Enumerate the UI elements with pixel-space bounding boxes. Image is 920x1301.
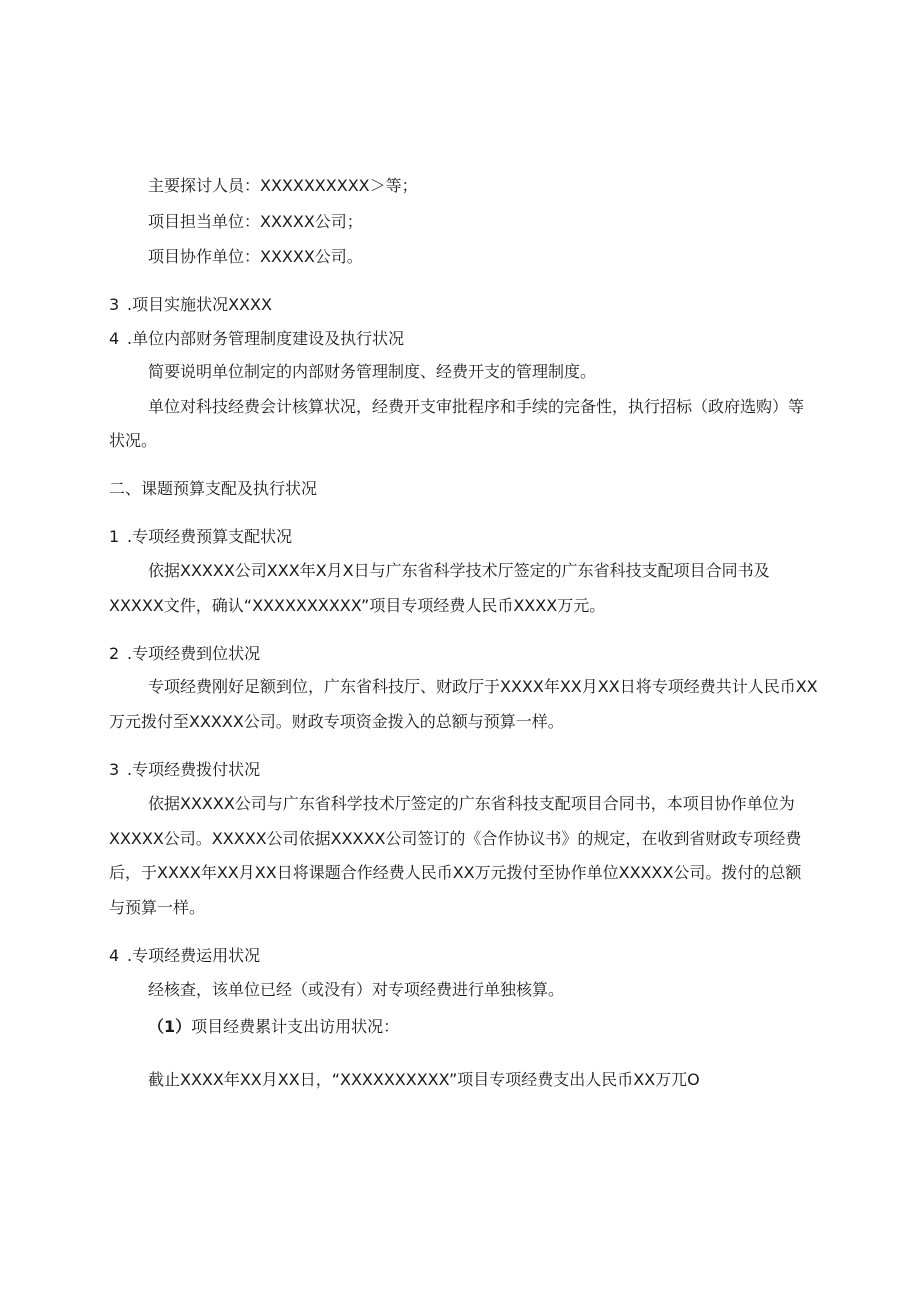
item-number: 3: [109, 295, 120, 314]
item-title: .专项经费运用状况: [127, 946, 261, 965]
section-item-4-heading: [109, 329, 404, 349]
paragraph-line: 截止XXXX年XX月XX日，“XXXXXXXXXX”项目专项经费支出人民币XX万兀O: [148, 1070, 700, 1089]
budget-item-2-heading: [109, 644, 260, 664]
paragraph-line: 依据XXXXX公司与广东省科学技术厅签定的广东省科技支配项目合同书，本项目协作单位为: [148, 794, 795, 813]
paragraph-line: 经核查，该单位已经（或没有）对专项经费进行单独核算。: [148, 980, 565, 999]
item-number: 4: [109, 329, 120, 348]
paragraph-line: 依据XXXXX公司XXX年X月X日与广东省科学技术厅签定的广东省科技支配项目合同书及: [148, 561, 770, 580]
subitem-title: 项目经费累计支出访用状况：: [191, 1017, 400, 1036]
paragraph-line: 简要说明单位制定的内部财务管理制度、经费开支的管理制度。: [148, 362, 597, 381]
subitem-heading: [148, 1017, 399, 1037]
paragraph-line: XXXXX文件，确认“XXXXXXXXXX”项目专项经费人民币XXXX万元。: [109, 596, 606, 615]
budget-item-3-heading: [109, 760, 260, 780]
lead-unit-line: 项目担当单位：XXXXX公司；: [148, 212, 363, 231]
researchers-line: 主要探讨人员：XXXXXXXXXX＞等；: [148, 176, 418, 195]
item-title: .专项经费预算支配状况: [127, 527, 293, 546]
section-item-3-heading: [109, 295, 272, 315]
paragraph-line: 专项经费刚好足额到位，广东省科技厅、财政厅于XXXX年XX月XX日将专项经费共计人民币XX: [148, 677, 818, 696]
subitem-number: （1）: [148, 1017, 192, 1036]
paragraph-line: 后，于XXXX年XX月XX日将课题合作经费人民币XX万元拨付至协作单位XXXXX公司。拨付的总额: [109, 863, 802, 882]
budget-item-4-heading: [109, 946, 260, 966]
item-number: 3: [109, 760, 120, 779]
paragraph-line: 单位对科技经费会计核算状况，经费开支审批程序和手续的完备性，执行招标（政府选购）等: [148, 397, 805, 416]
paragraph-line: 万元拨付至XXXXX公司。财政专项资金拨入的总额与预算一样。: [109, 712, 564, 731]
item-number: 1: [109, 527, 120, 546]
item-title: .单位内部财务管理制度建设及执行状况: [127, 329, 405, 348]
item-number: 2: [109, 644, 120, 663]
item-number: 4: [109, 946, 120, 965]
item-title: .项目实施状况XXXX: [127, 295, 272, 314]
paragraph-line: 与预算一样。: [109, 898, 206, 917]
budget-item-1-heading: [109, 527, 292, 547]
item-title: .专项经费拨付状况: [127, 760, 261, 779]
section-two-heading: 二、课题预算支配及执行状况: [109, 479, 318, 498]
coop-unit-line: 项目协作单位：XXXXX公司。: [148, 247, 363, 266]
paragraph-line: 状况。: [109, 431, 158, 450]
item-title: .专项经费到位状况: [127, 644, 261, 663]
paragraph-line: XXXXX公司。XXXXX公司依据XXXXX公司签订的《合作协议书》的规定，在收到省财政专项经费: [109, 829, 802, 848]
